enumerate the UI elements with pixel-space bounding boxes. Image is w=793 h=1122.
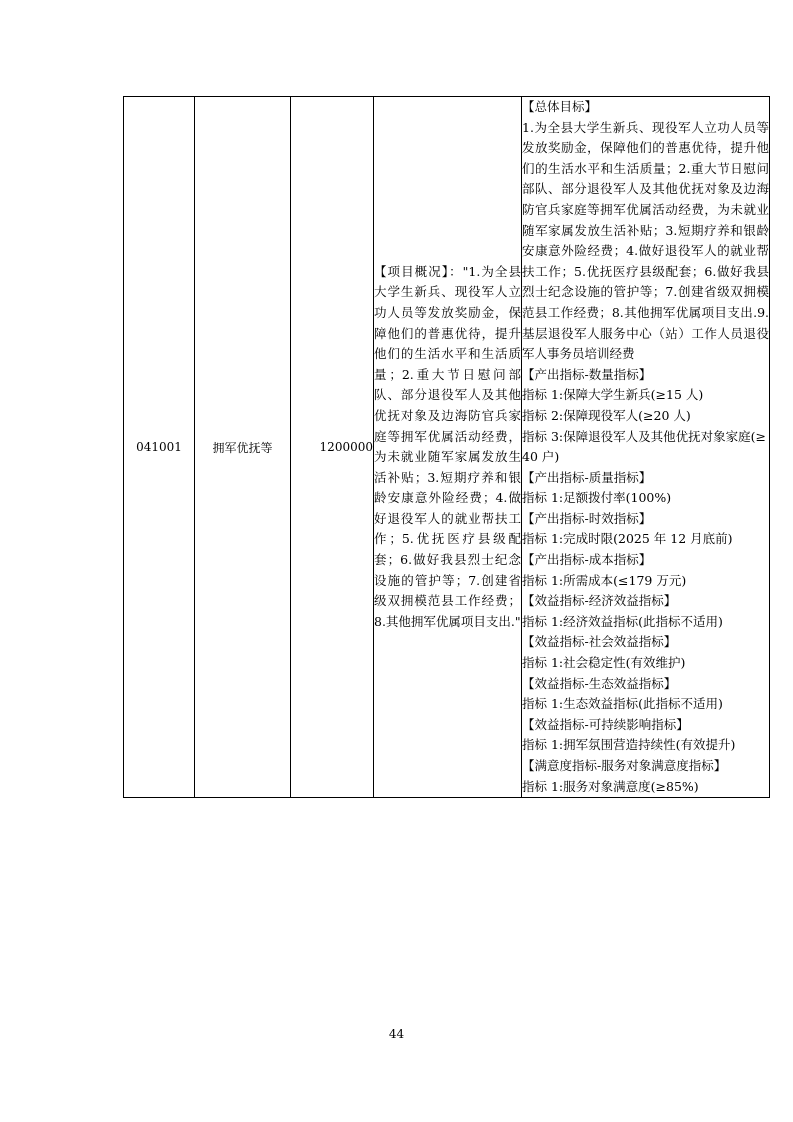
project-name-cell: 拥军优抚等 bbox=[195, 97, 291, 798]
indicator-line: 【产出指标-数量指标】 bbox=[522, 366, 652, 382]
indicator-line: 指标 1:生态效益指标(此指标不适用) bbox=[522, 696, 723, 712]
indicator-line: 【满意度指标-服务对象满意度指标】 bbox=[522, 758, 727, 773]
indicator-line: 指标 1:保障大学生新兵(≥15 人) bbox=[522, 387, 704, 403]
project-overview-cell: 【项目概况】："1.为全县大学生新兵、现役军人立功人员等发放奖励金，保障他们的普惠优待，提升他们的生活水平和生活质量；2.重大节日慰问部队、部分退役军人及其他优抚对象及边海防官兵家庭等拥军优属活动经费，为未就业随军家属发放生活补贴；3.短期疗养和银龄安康意外险经费；4.做好退役军人的就业帮扶工作；5.优抚医疗县级配套；6.做好我县烈士纪念设施的管护等；7.创建省级双拥模范县工作经费；8.其他拥军优属项目支出." bbox=[374, 97, 522, 798]
overall-goal-header: 【总体目标】 bbox=[522, 99, 598, 114]
indicator-line: 指标 1:完成时限(2025 年 12 月底前) bbox=[522, 531, 733, 547]
indicator-line: 【产出指标-时效指标】 bbox=[522, 510, 652, 526]
project-goals-cell bbox=[522, 97, 770, 798]
indicator-line: 【效益指标-社会效益指标】 bbox=[522, 634, 677, 650]
page-number: 44 bbox=[388, 1027, 405, 1041]
indicator-line: 【效益指标-可持续影响指标】 bbox=[522, 716, 689, 732]
indicator-line: 指标 1:所需成本(≤179 万元) bbox=[522, 572, 687, 588]
project-amount-cell: 1200000 bbox=[291, 97, 374, 798]
indicator-line: 指标 1:足额拨付率(100%) bbox=[522, 490, 672, 506]
indicator-line: 【产出指标-成本指标】 bbox=[522, 552, 652, 568]
table-row bbox=[124, 97, 770, 798]
indicator-line: 指标 1:社会稳定性(有效维护) bbox=[522, 655, 686, 671]
project-code-cell: 041001 bbox=[124, 97, 195, 798]
indicator-line: 【效益指标-生态效益指标】 bbox=[522, 675, 677, 691]
indicator-line: 指标 1:拥军氛围营造持续性(有效提升) bbox=[522, 737, 736, 753]
indicator-line: 指标 2:保障现役军人(≥20 人) bbox=[522, 407, 691, 423]
indicator-line: 指标 1:服务对象满意度(≥85%) bbox=[522, 778, 699, 794]
indicator-line: 指标 1:经济效益指标(此指标不适用) bbox=[522, 613, 723, 629]
project-table bbox=[123, 96, 770, 798]
indicator-line: 【效益指标-经济效益指标】 bbox=[522, 593, 677, 609]
indicator-line: 指标 3:保障退役军人及其他优抚对象家庭(≥40 户) bbox=[522, 428, 766, 465]
indicator-line: 【产出指标-质量指标】 bbox=[522, 469, 652, 485]
overall-goal-text: 1.为全县大学生新兵、现役军人立功人员等发放奖励金，保障他们的普惠优待，提升他们的生活水平和生活质量；2.重大节日慰问部队、部分退役军人及其他优抚对象及边海防官兵家庭等拥军优属活动经费，为未就业随军家属发放生活补贴；3.短期疗养和银龄安康意外险经费；4.做好退役军人的就业帮扶工作；5.优抚医疗县级配套；6.做好我县烈士纪念设施的管护等；7.创建省级双拥模范县工作经费；8.其他拥军优属项目支出.9.基层退役军人服务中心（站）工作人员退役军人事务员培训经费 bbox=[522, 119, 769, 362]
